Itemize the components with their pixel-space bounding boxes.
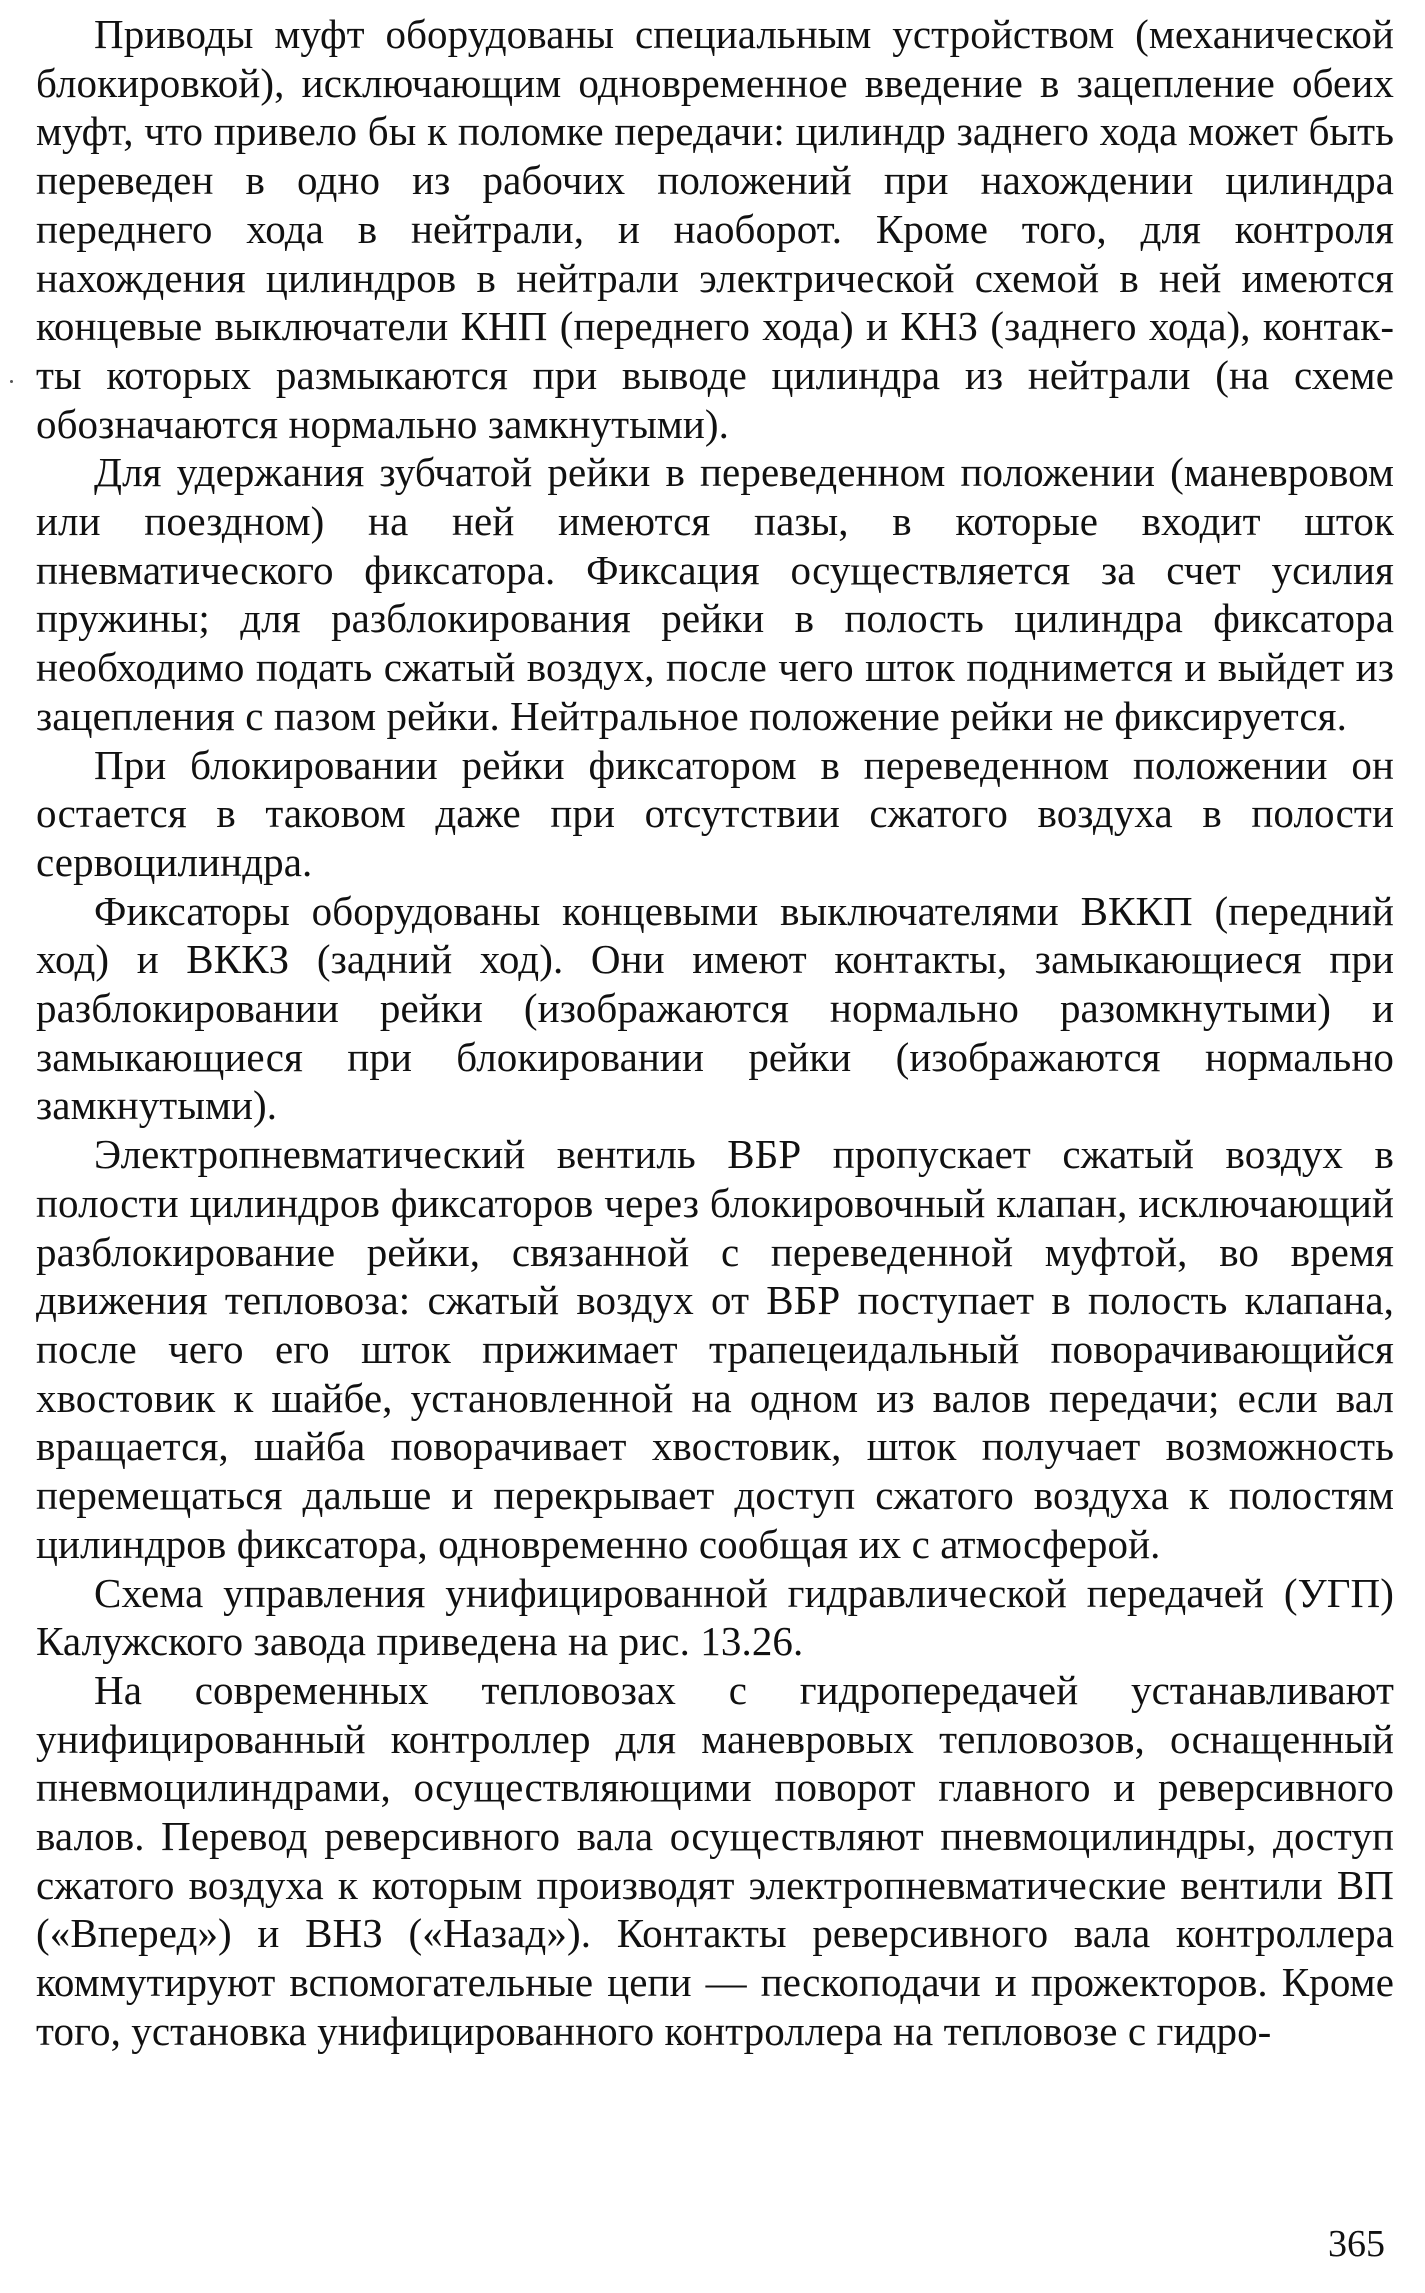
paragraph: Приводы муфт оборудованы специальным устройством (механической блокировкой), исключающим одновременное введение в зацепление обеих муфт, что привело бы к поломке передачи: цилиндр заднего хода может быть переведен в одно из рабочих положений при нахождении цилиндра переднего хода в нейтрали, и наоборот. Кроме того, для контроля нахождения цилиндров в нейтрали электрической схемой в ней имеются концевые выключатели КНП (переднего хода) и КНЗ (заднего хода), контакты которых размыкаются при выводе цилиндра из нейтрали (на схеме обозначаются нормально замкнутыми). — [36, 11, 1394, 447]
scan-speck — [10, 380, 13, 383]
paragraph: На современных тепловозах с гидропередачей устанавливают унифицированный контроллер для маневровых тепловозов, оснащенный пневмоцилиндрами, осуществляющими поворот главного и реверсивного валов. Перевод реверсивного вала осуществляют пневмоцилиндры, доступ сжатого воздуха к которым производят электропневматические вентили ВП («Вперед») и ВНЗ («Назад»). Контакты реверсивного вала контроллера коммутируют вспомогательные цепи — пескоподачи и прожекторов. Кроме того, установка унифицированного контроллера на тепловозе с гидро- — [36, 1666, 1394, 2054]
paragraph: Фиксаторы оборудованы концевыми выключателями ВККП (передний ход) и ВККЗ (задний ход). Они имеют контакты, замыкающиеся при разблокировании рейки (изображаются нормально разомкнутыми) и замыкающиеся при блокировании рейки (изображаются нормально замкнутыми). — [36, 887, 1394, 1129]
paragraph: Схема управления унифицированной гидравлической передачей (УГП) Калужского завода приведена на рис. 13.26. — [36, 1569, 1394, 1665]
paragraph: При блокировании рейки фиксатором в переведенном положении он остается в таковом даже при отсутствии сжатого воздуха в полости сервоцилиндра. — [36, 741, 1394, 885]
page-body — [36, 10, 1394, 2056]
paragraph: Для удержания зубчатой рейки в переведенном положении (маневровом или поездном) на ней имеются пазы, в которые входит шток пневматического фиксатора. Фиксация осуществляется за счет усилия пружины; для разблокирования рейки в полость цилиндра фиксатора необходимо подать сжатый воздух, после чего шток поднимется и выйдет из зацепления с пазом рейки. Нейтральное положение рейки не фиксируется. — [36, 449, 1394, 739]
paragraph: Электропневматический вентиль ВБР пропускает сжатый воздух в полости цилиндров фиксаторов через блокировочный клапан, исключающий разблокирование рейки, связанной с переведенной муфтой, во время движения тепловоза: сжатый воздух от ВБР поступает в полость клапана, после чего его шток прижимает трапецеидальный поворачивающийся хвостовик к шайбе, установленной на одном из валов передачи; если вал вращается, шайба поворачивает хвостовик, шток получает возможность перемещаться дальше и перекрывает доступ сжатого воздуха к полостям цилиндров фиксатора, одновременно сообщая их с атмосферой. — [36, 1131, 1394, 1567]
page-number: 365 — [1328, 2223, 1385, 2265]
